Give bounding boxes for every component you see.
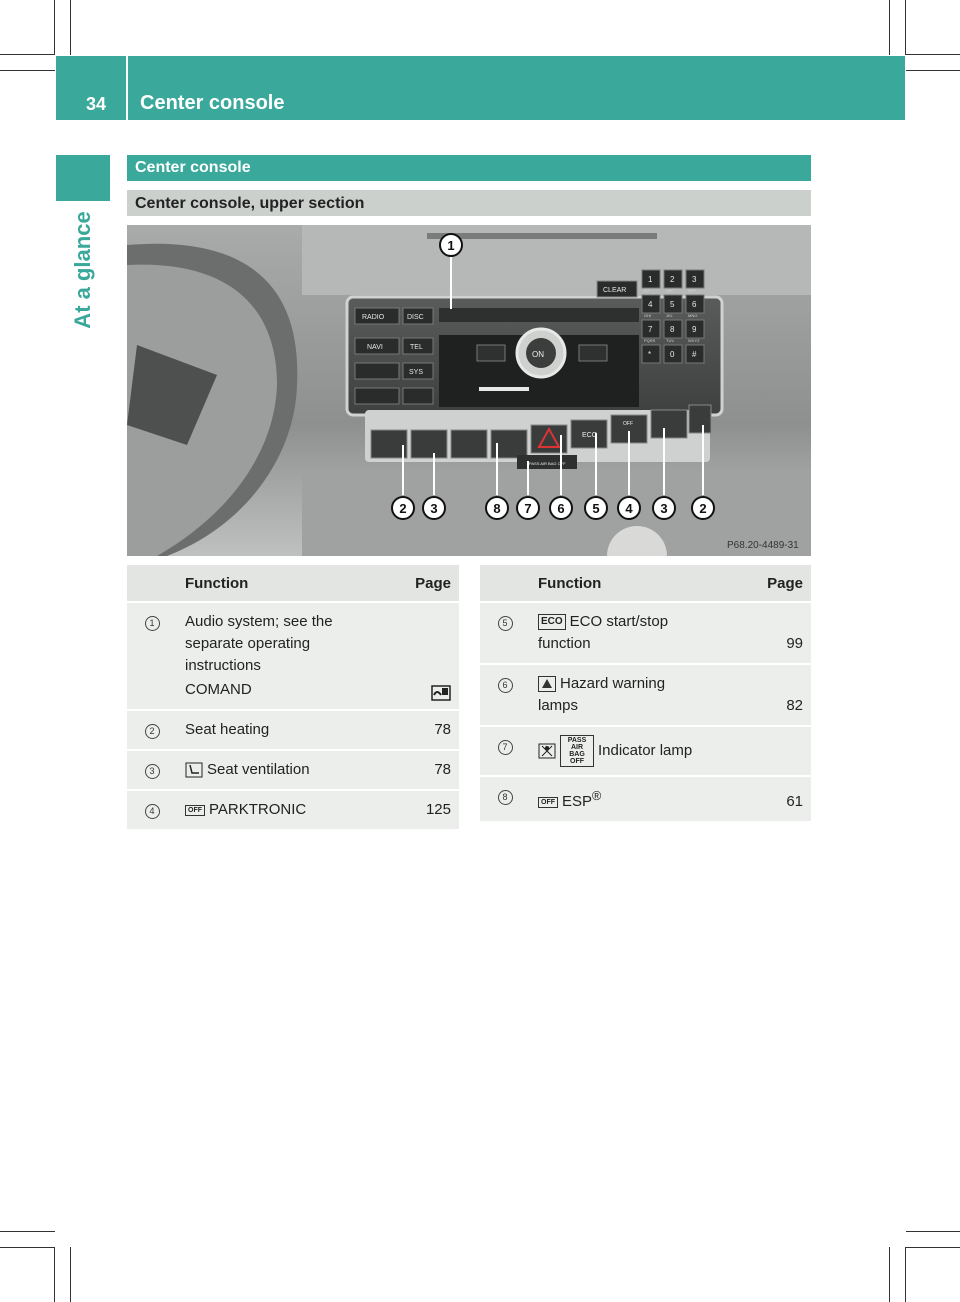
crop-mark	[0, 1231, 55, 1232]
page-ref: 125	[399, 790, 459, 829]
subsection-title: Center console, upper section	[135, 195, 365, 212]
page-ref: 78	[399, 750, 459, 790]
airbag-indicator-label: PASS AIR BAG OFF	[529, 461, 566, 466]
function-table-right	[480, 565, 811, 821]
function-header: Function	[530, 565, 751, 602]
section-title: Center console	[135, 159, 251, 176]
seat-ventilation-icon	[185, 762, 203, 778]
callout-3: 3	[430, 501, 438, 516]
table-row	[480, 602, 811, 664]
function-text: PARKTRONIC	[209, 801, 307, 818]
keypad-letters: MNO	[688, 313, 698, 318]
comand-book-icon	[431, 685, 451, 701]
callout-1: 1	[447, 238, 455, 253]
function-text: Audio system; see the	[185, 613, 333, 630]
keypad-key: *	[648, 350, 652, 359]
page-title: Center console	[140, 92, 285, 114]
page-header: Page	[399, 565, 459, 602]
function-text: Indicator lamp	[598, 741, 693, 759]
keypad-letters: GHI	[644, 313, 652, 318]
keypad-key: 2	[670, 275, 675, 284]
center-console-photo	[127, 225, 811, 556]
tel-button-label: TEL	[410, 344, 423, 351]
table-row	[127, 602, 459, 710]
subsection-heading	[127, 190, 811, 216]
eco-icon: ECO	[538, 614, 566, 630]
num-header	[127, 565, 177, 602]
keypad-key: 4	[648, 300, 653, 309]
crop-mark	[0, 1247, 55, 1248]
disc-button-label: DISC	[407, 314, 424, 321]
keypad-letters: JKL	[666, 313, 673, 318]
row-number: 7	[498, 740, 513, 755]
table-header-row	[127, 565, 459, 602]
keypad-key: 6	[692, 300, 697, 309]
callout-6: 6	[557, 501, 565, 516]
sys-button-label: SYS	[409, 369, 424, 376]
crop-mark	[906, 70, 960, 71]
page-number: 34	[86, 94, 107, 114]
function-text: Seat heating	[177, 710, 399, 750]
keypad-letters: PQRS	[644, 338, 656, 343]
header-divider	[126, 56, 128, 120]
keypad-key: 1	[648, 275, 653, 284]
keypad-key: 5	[670, 300, 675, 309]
crop-mark	[906, 54, 960, 55]
callout-7: 7	[524, 501, 532, 516]
keypad-letters: TUV	[666, 338, 674, 343]
crop-mark	[906, 1247, 960, 1248]
keypad-key: 3	[692, 275, 697, 284]
registered-mark: ®	[592, 789, 602, 803]
row-number: 1	[145, 616, 160, 631]
crop-mark	[54, 0, 55, 55]
function-text: Seat ventilation	[207, 761, 310, 778]
crop-mark	[889, 1247, 890, 1302]
keypad-letters: WXYZ	[688, 338, 700, 343]
function-text: ESP	[562, 793, 593, 810]
keypad-key: 8	[670, 325, 675, 334]
crop-mark	[54, 1247, 55, 1302]
keypad-key: 9	[692, 325, 697, 334]
pass-airbag-off-icon: PASS AIR BAG OFF	[560, 735, 594, 767]
keypad-letters: ABC	[666, 288, 675, 293]
navi-button-label: NAVI	[367, 344, 383, 351]
page-header: Page	[751, 565, 811, 602]
function-text: separate operating	[185, 635, 311, 652]
table-row	[127, 710, 459, 750]
table-row	[480, 726, 811, 776]
crop-mark	[906, 1231, 960, 1232]
callout-3: 3	[660, 501, 668, 516]
row-number: 4	[145, 804, 160, 819]
row-number: 2	[145, 724, 160, 739]
side-tab	[56, 155, 110, 201]
function-table-left	[127, 565, 459, 829]
keypad-key: #	[692, 350, 697, 359]
page-ref: 82	[751, 664, 811, 726]
parktronic-off-icon: OFF	[185, 805, 205, 816]
function-header: Function	[177, 565, 399, 602]
row-number: 8	[498, 790, 513, 805]
keypad-key: 7	[648, 325, 653, 334]
page-ref: 99	[751, 602, 811, 664]
table-header-row	[480, 565, 811, 602]
crop-mark	[905, 1247, 906, 1302]
airbag-child-seat-icon	[538, 743, 556, 759]
crop-mark	[70, 1247, 71, 1302]
callout-2: 2	[699, 501, 707, 516]
hazard-warning-icon	[538, 676, 556, 692]
crop-mark	[0, 70, 55, 71]
num-header	[480, 565, 530, 602]
row-number: 5	[498, 616, 513, 631]
function-text: instructions	[185, 657, 261, 674]
callout-8: 8	[493, 501, 501, 516]
function-text: COMAND	[185, 681, 252, 698]
crop-mark	[0, 54, 55, 55]
radio-button-label: RADIO	[362, 314, 385, 321]
esp-off-icon: OFF	[538, 797, 558, 808]
callout-5: 5	[592, 501, 600, 516]
parktronic-off-label: OFF	[623, 421, 633, 427]
crop-mark	[70, 0, 71, 55]
function-text: function	[538, 635, 591, 652]
crop-mark	[905, 0, 906, 55]
row-number: 6	[498, 678, 513, 693]
callout-4: 4	[625, 501, 633, 516]
table-row	[480, 664, 811, 726]
row-number: 3	[145, 764, 160, 779]
photo-id-label: P68.20-4489-31	[727, 540, 799, 551]
keypad-letters: QZ	[644, 288, 650, 293]
function-text: ECO start/stop	[569, 613, 669, 630]
section-heading	[127, 155, 811, 181]
clear-button-label: CLEAR	[603, 287, 627, 294]
on-button-label: ON	[532, 350, 544, 359]
page-ref	[751, 726, 811, 776]
page-ref: 61	[751, 776, 811, 821]
table-row	[127, 750, 459, 790]
page-ref: 78	[399, 710, 459, 750]
keypad-letters: DEF	[688, 288, 696, 293]
side-tab-label: At a glance	[70, 211, 95, 329]
function-text: Hazard warning	[560, 675, 666, 692]
crop-mark	[889, 0, 890, 55]
callout-2: 2	[399, 501, 407, 516]
table-row	[127, 790, 459, 829]
keypad-key: 0	[670, 350, 675, 359]
table-row	[480, 776, 811, 821]
eco-button-label: ECO	[582, 432, 598, 439]
function-text: lamps	[538, 697, 579, 714]
